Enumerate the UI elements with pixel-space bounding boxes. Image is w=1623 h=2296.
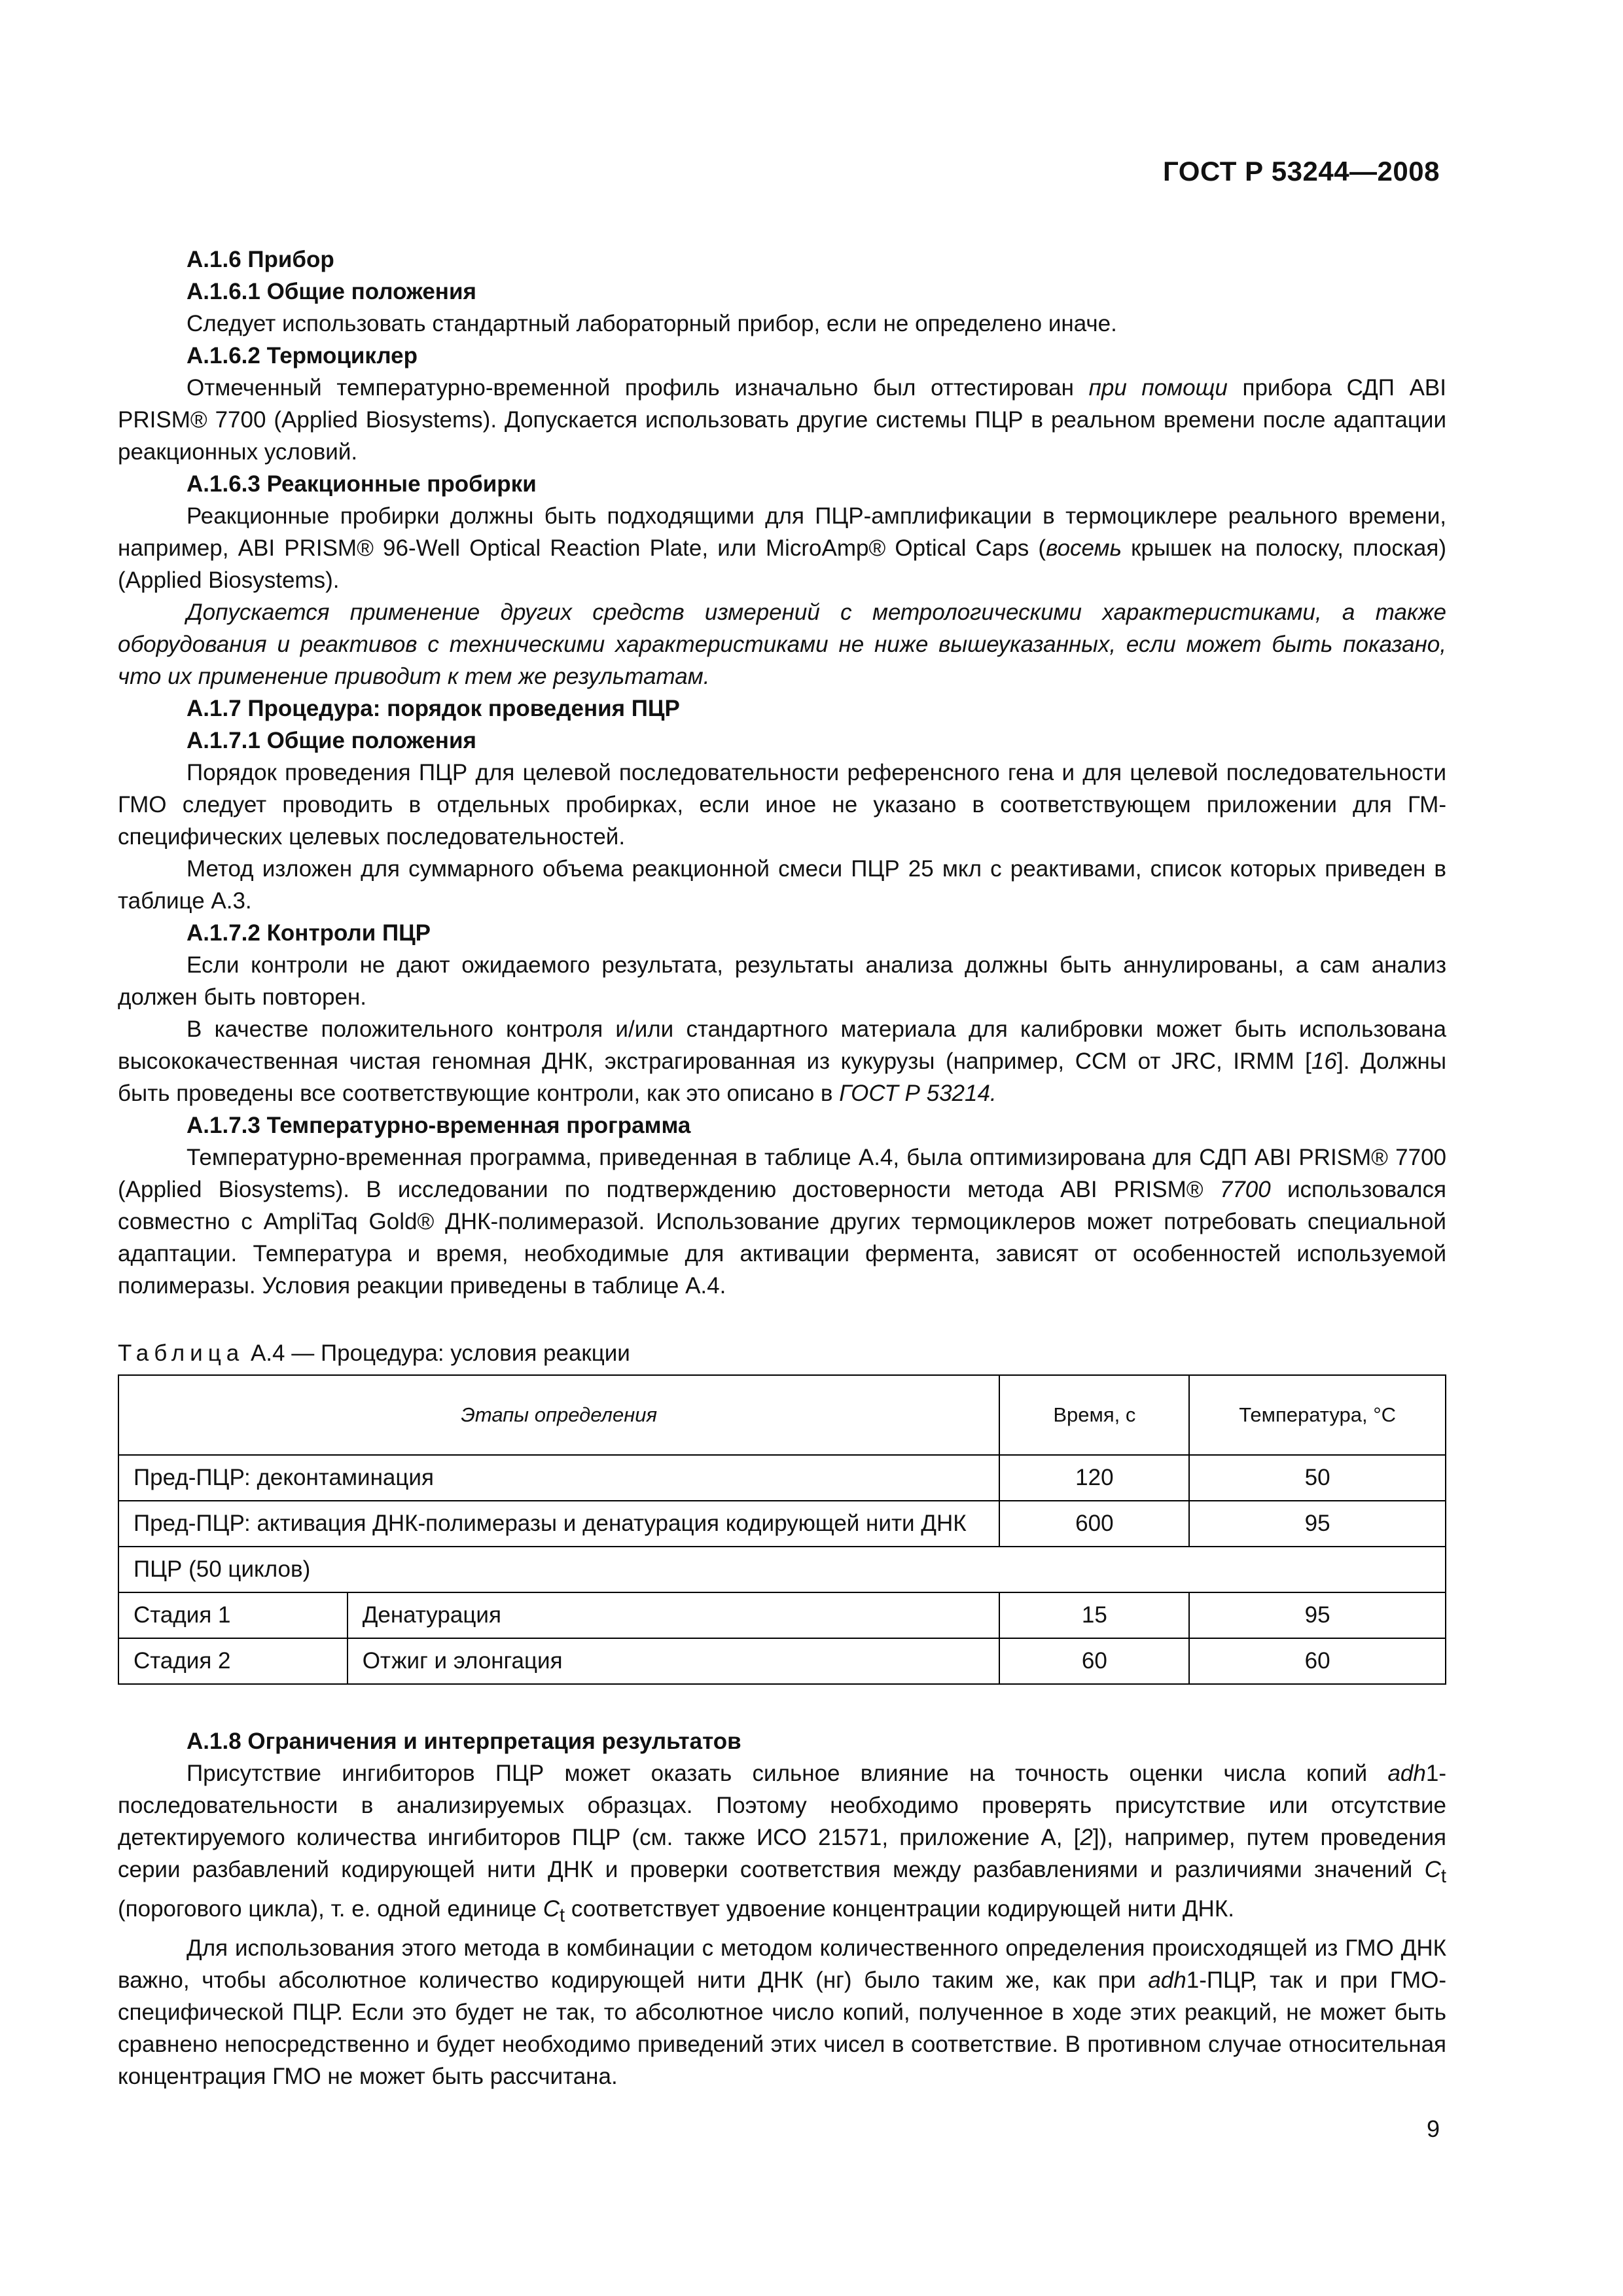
table-row bbox=[118, 1455, 1446, 1501]
document-code: ГОСТ Р 53244—2008 bbox=[1163, 156, 1440, 187]
stage-cell: Пред-ПЦР: активация ДНК-полимеразы и денатурация кодирующей нити ДНК bbox=[118, 1501, 999, 1547]
stage-cell: Стадия 2 bbox=[118, 1638, 348, 1684]
time-cell: 60 bbox=[999, 1638, 1189, 1684]
table-row bbox=[118, 1547, 1446, 1592]
table-header-row bbox=[118, 1375, 1446, 1455]
time-cell: 600 bbox=[999, 1501, 1189, 1547]
section-title-a162: А.1.6.2 Термоциклер bbox=[187, 343, 418, 368]
page-number: 9 bbox=[1426, 2115, 1440, 2142]
section-title-a16: А.1.6 Прибор bbox=[187, 247, 334, 272]
table-row bbox=[118, 1501, 1446, 1547]
section-title-a161: А.1.6.1 Общие положения bbox=[187, 279, 476, 304]
section-title-a172: А.1.7.2 Контроли ПЦР bbox=[187, 920, 431, 946]
paragraph-a162: Отмеченный температурно-временной профиль изначально был оттестирован при помощи прибора СДП ABI PRISM® 7700 (Applied Biosystems). Допускается использовать другие системы ПЦР в реальном времени после адаптации реакционных условий. bbox=[118, 375, 1446, 465]
time-cell: 120 bbox=[999, 1455, 1189, 1501]
paragraph-a161: Следует использовать стандартный лабораторный прибор, если не определено иначе. bbox=[187, 311, 1117, 336]
stage-group-cell: ПЦР (50 циклов) bbox=[118, 1547, 1446, 1592]
paragraph-a172-1: Если контроли не дают ожидаемого результата, результаты анализа должны быть аннулированы, а сам анализ должен быть повторен. bbox=[118, 952, 1446, 1010]
note-a163: Допускается применение других средств измерений с метрологическими характеристиками, а также оборудования и реактивов с техническими характеристиками не ниже вышеуказанных, если может быть показано, что их применение приводит к тем же результатам. bbox=[118, 600, 1446, 689]
table-row bbox=[118, 1592, 1446, 1638]
section-title-a173: А.1.7.3 Температурно-временная программа bbox=[187, 1113, 691, 1138]
substage-cell: Денатурация bbox=[348, 1592, 1000, 1638]
reaction-conditions-table bbox=[118, 1374, 1446, 1685]
paragraph-a18-1: Присутствие ингибиторов ПЦР может оказать сильное влияние на точность оценки числа копий adh1-последовательности в анализируемых образцах. Поэтому необходимо проверять присутствие или отсутствие детектируемого количества ингибиторов ПЦР (см. также ИСО 21571, приложение А, [2]), например, путем проведения серии разбавлений кодирующей нити ДНК и проверки соответствия между разбавлениями и различиями значений $C_t$ (порогового цикла), т. е. одной единице $C_t$ соответствует удвоение концентрации кодирующей нити ДНК. bbox=[118, 1761, 1447, 1926]
substage-cell: Отжиг и элонгация bbox=[348, 1638, 1000, 1684]
paragraph-a18-2: Для использования этого метода в комбинации с методом количественного определения происходящей из ГМО ДНК важно, чтобы абсолютное количество кодирующей нити ДНК (нг) было таким же, как при adh1-ПЦР, так и при ГМО-специфической ПЦР. Если это будет не так, то абсолютное число копий, полученное в ходе этих реакций, не может быть сравнено непосредственно и будет необходимо приведений этих чисел в соответствие. В противном случае относительная концентрация ГМО не может быть рассчитана. bbox=[118, 1935, 1447, 2089]
header-temperature: Температура, °С bbox=[1189, 1375, 1446, 1455]
section-title-a18: А.1.8 Ограничения и интерпретация результатов bbox=[187, 1729, 741, 1754]
temperature-cell: 50 bbox=[1189, 1455, 1446, 1501]
section-title-a17: А.1.7 Процедура: порядок проведения ПЦР bbox=[187, 696, 680, 721]
stage-cell: Пред-ПЦР: деконтаминация bbox=[118, 1455, 999, 1501]
paragraph-a171-1: Порядок проведения ПЦР для целевой последовательности референсного гена и для целевой последовательности ГМО следует проводить в отдельных пробирках, если иное не указано в соответствующем приложении для ГМ-специфических целевых последовательностей. bbox=[118, 760, 1446, 850]
section-title-a171: А.1.7.1 Общие положения bbox=[187, 728, 476, 753]
table-row bbox=[118, 1638, 1446, 1684]
section-title-a163: А.1.6.3 Реакционные пробирки bbox=[187, 471, 537, 497]
paragraph-a173: Температурно-временная программа, приведенная в таблице А.4, была оптимизирована для СДП ABI PRISM® 7700 (Applied Biosystems). В исследовании по подтверждению достоверности метода ABI PRISM® 7700 использовался совместно с AmpliTaq Gold® ДНК-полимеразой. Использование других термоциклеров может потребовать специальной адаптации. Температура и время, необходимые для активации фермента, зависят от особенностей используемой полимеразы. Условия реакции приведены в таблице А.4. bbox=[118, 1145, 1446, 1299]
temperature-cell: 60 bbox=[1189, 1638, 1446, 1684]
temperature-cell: 95 bbox=[1189, 1501, 1446, 1547]
table-caption: Таблица А.4 — Процедура: условия реакции bbox=[118, 1340, 630, 1366]
page-content bbox=[118, 243, 1446, 2092]
paragraph-a172-2: В качестве положительного контроля и/или стандартного материала для калибровки может быть использована высококачественная чистая геномная ДНК, экстрагированная из кукурузы (например, ССМ от JRC, IRMM [16]. Должны быть проведены все соответствующие контроли, как это описано в ГОСТ Р 53214. bbox=[118, 1016, 1447, 1106]
temperature-cell: 95 bbox=[1189, 1592, 1446, 1638]
time-cell: 15 bbox=[999, 1592, 1189, 1638]
header-time: Время, с bbox=[999, 1375, 1189, 1455]
header-stages: Этапы определения bbox=[118, 1375, 999, 1455]
paragraph-a171-2: Метод изложен для суммарного объема реакционной смеси ПЦР 25 мкл с реактивами, список которых приведен в таблице А.3. bbox=[118, 856, 1446, 914]
stage-cell: Стадия 1 bbox=[118, 1592, 348, 1638]
paragraph-a163: Реакционные пробирки должны быть подходящими для ПЦР-амплификации в термоциклере реального времени, например, ABI PRISM® 96-Well Optical Reaction Plate, или MicroAmp® Optical Caps (восемь крышек на полоску, плоская) (Applied Biosystems). bbox=[118, 503, 1446, 593]
